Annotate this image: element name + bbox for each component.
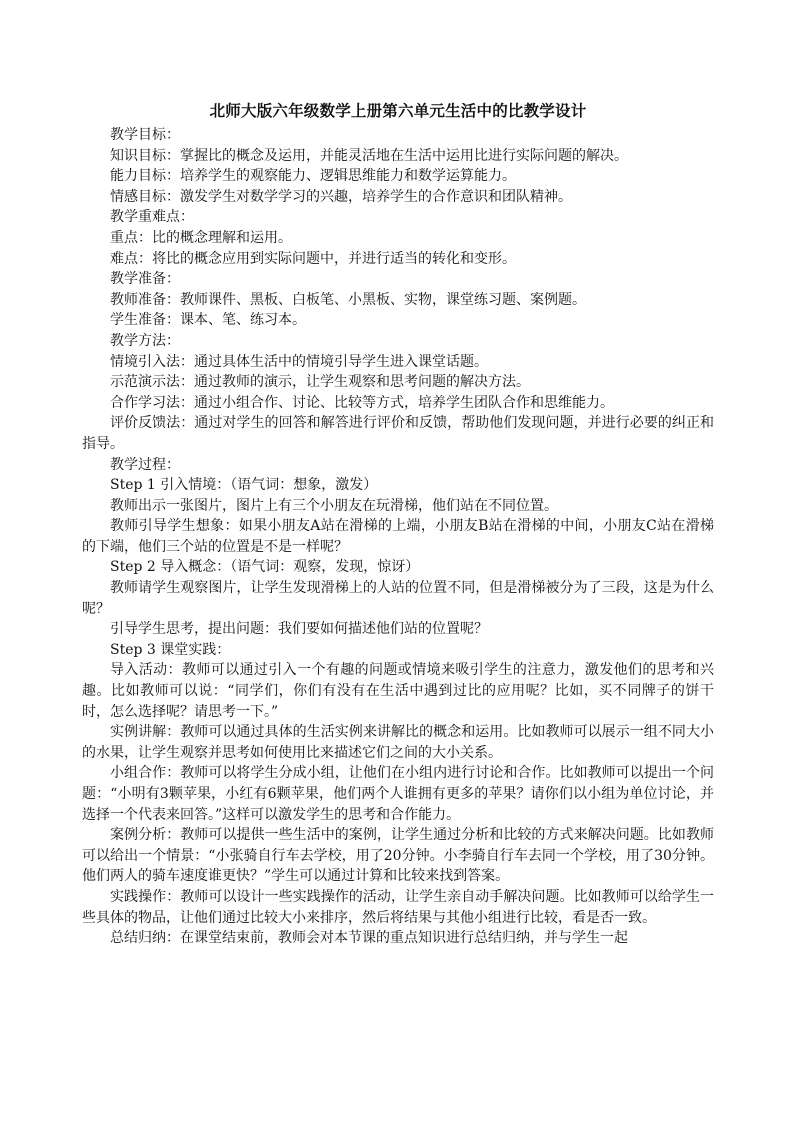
paragraph: 引导学生思考，提出问题：我们要如何描述他们站的位置呢？ [110,621,488,638]
paragraph: Step 1 引入情境：（语气词：想象，激发） [110,477,378,494]
paragraph: 评价反馈法：通过对学生的回答和解答进行评价和反馈，帮助他们发现问题，并进行必要的纠正和指导。 [82,415,714,452]
paragraph: 教师请学生观察图片，让学生发现滑梯上的人站的位置不同，但是滑梯被分为了三段，这是为什么呢？ [82,580,714,617]
paragraph: 案例分析：教师可以提供一些生活中的案例，让学生通过分析和比较的方式来解决问题。比如教师可以给出一个情景：“小张骑自行车去学校，用了20分钟。小李骑自行车去同一个学校，用了30分钟。他们两人的骑车速度谁更快？”学生可以通过计算和比较来找到答案。 [82,827,714,885]
paragraph: Step 3 课堂实践： [110,641,231,658]
document-body [82,100,714,949]
paragraph: 教师引导学生想象：如果小朋友A站在滑梯的上端，小朋友B站在滑梯的中间，小朋友C站在滑梯的下端，他们三个站的位置是不是一样呢？ [82,518,714,555]
paragraph: 情感目标：激发学生对数学学习的兴趣，培养学生的合作意识和团队精神。 [110,188,572,205]
paragraph: 总结归纳：在课堂结束前，教师会对本节课的重点知识进行总结归纳，并与学生一起 [110,930,628,947]
paragraph: 小组合作：教师可以将学生分成小组，让他们在小组内进行讨论和合作。比如教师可以提出一个问题：“小明有3颗苹果，小红有6颗苹果，他们两个人谁拥有更多的苹果？请你们以小组为单位讨论，并选择一个代表来回答。”这样可以激发学生的思考和合作能力。 [82,765,714,823]
paragraph: 实践操作：教师可以设计一些实践操作的活动，让学生亲自动手解决问题。比如教师可以给学生一些具体的物品，让他们通过比较大小来排序，然后将结果与其他小组进行比较，看是否一致。 [82,888,714,926]
paragraph: 教学准备： [110,271,180,288]
paragraph: Step 2 导入概念：（语气词：观察，发现，惊讶） [110,559,420,576]
paragraph: 教学重难点： [110,209,194,226]
document-title: 北师大版六年级数学上册第六单元生活中的比教学设计 [209,102,587,120]
paragraph: 示范演示法：通过教师的演示，让学生观察和思考问题的解决方法。 [110,374,530,391]
paragraph: 实例讲解：教师可以通过具体的生活实例来讲解比的概念和运用。比如教师可以展示一组不同大小的水果，让学生观察并思考如何使用比来描述它们之间的大小关系。 [82,724,714,761]
paragraph: 教学方法： [110,332,180,349]
paragraph: 能力目标：培养学生的观察能力、逻辑思维能力和数学运算能力。 [110,168,516,185]
paragraph: 教学过程： [110,456,180,473]
paragraph: 合作学习法：通过小组合作、讨论、比较等方式，培养学生团队合作和思维能力。 [110,394,614,411]
paragraph: 教师准备：教师课件、黑板、白板笔、小黑板、实物，课堂练习题、案例题。 [110,291,586,308]
paragraph: 情境引入法：通过具体生活中的情境引导学生进入课堂话题。 [110,353,488,370]
paragraph: 重点：比的概念理解和运用。 [110,229,292,246]
paragraph: 学生准备：课本、笔、练习本。 [110,312,306,329]
paragraph: 导入活动：教师可以通过引入一个有趣的问题或情境来吸引学生的注意力，激发他们的思考和兴趣。比如教师可以说：“同学们，你们有没有在生活中遇到过比的应用呢？比如，买不同牌子的饼干时，怎么选择呢？请思考一下。” [82,662,714,720]
paragraph: 教学目标： [110,127,180,143]
paragraph-list [82,125,714,949]
paragraph: 知识目标：掌握比的概念及运用，并能灵活地在生活中运用比进行实际问题的解决。 [110,147,628,164]
paragraph: 难点：将比的概念应用到实际问题中，并进行适当的转化和变形。 [110,250,516,267]
paragraph: 教师出示一张图片，图片上有三个小朋友在玩滑梯，他们站在不同位置。 [110,497,558,514]
